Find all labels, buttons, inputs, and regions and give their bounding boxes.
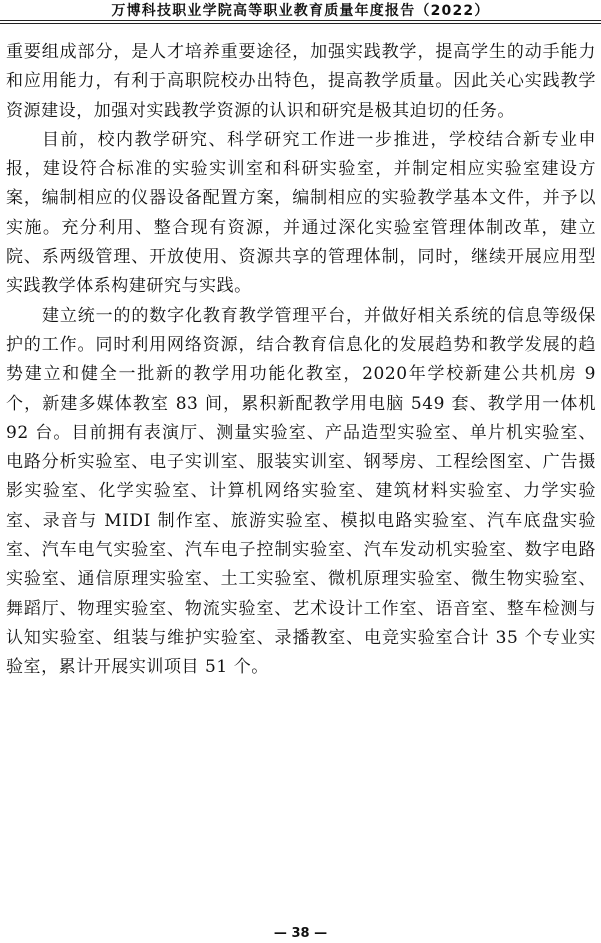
paragraph-lab-construction: 目前，校内教学研究、科学研究工作进一步推进，学校结合新专业申报，建设符合标准的实验实训室和科研实验室，并制定相应实验室建设方案，编制相应的仪器设备配置方案，编制相应的实验教学基本文件，并予以实施。充分利用、整合现有资源，并通过深化实验室管理体制改革，建立院、系两级管理、开放使用、资源共享的管理体制，同时，继续开展应用型实践教学体系构建研究与实践。 <box>6 129 596 297</box>
paragraph-digital-platform: 建立统一的的数字化教育教学管理平台，并做好相关系统的信息等级保护的工作。同时利用网络资源，结合教育信息化的发展趋势和教学发展的趋势建立和健全一批新的教学用功能化教室，2020年学校新建公共机房 9 个，新建多媒体教室 83 间，累积新配教学用电脑 549 套、教学用一体机 92 台。目前拥有表演厅、测量实验室、产品造型实验室、单片机实验室、电路分析实验室、电子实训室、服装实训室、钢琴房、工程绘图室、广告摄影实验室、化学实验室、计算机网络实验室、建筑材料实验室、力学实验室、录音与 MIDI 制作室、旅游实验室、模拟电路实验室、汽车底盘实验室、汽车电气实验室、汽车电子控制实验室、汽车发动机实验室、数字电路实验室、通信原理实验室、土工实验室、微机原理实验室、微生物实验室、舞蹈厅、物理实验室、物流实验室、艺术设计工作室、语音室、整车检测与认知实验室、组装与维护实验室、录播教室、电竞实验室合计 35 个专业实验室，累计开展实训项目 51 个。 <box>6 305 596 678</box>
page-number: — 38 — <box>273 926 328 941</box>
report-title: 万博科技职业学院高等职业教育质量年度报告（2022） <box>111 3 490 19</box>
header-divider-secondary <box>0 23 601 24</box>
document-body <box>6 38 596 683</box>
header-divider <box>0 20 601 21</box>
page-header <box>0 0 601 22</box>
paragraph-continuation: 重要组成部分，是人才培养重要途径，加强实践教学，提高学生的动手能力和应用能力，有利于高职院校办出特色，提高教学质量。因此关心实践教学资源建设，加强对实践教学资源的认识和研究是极其迫切的任务。 <box>6 42 596 121</box>
